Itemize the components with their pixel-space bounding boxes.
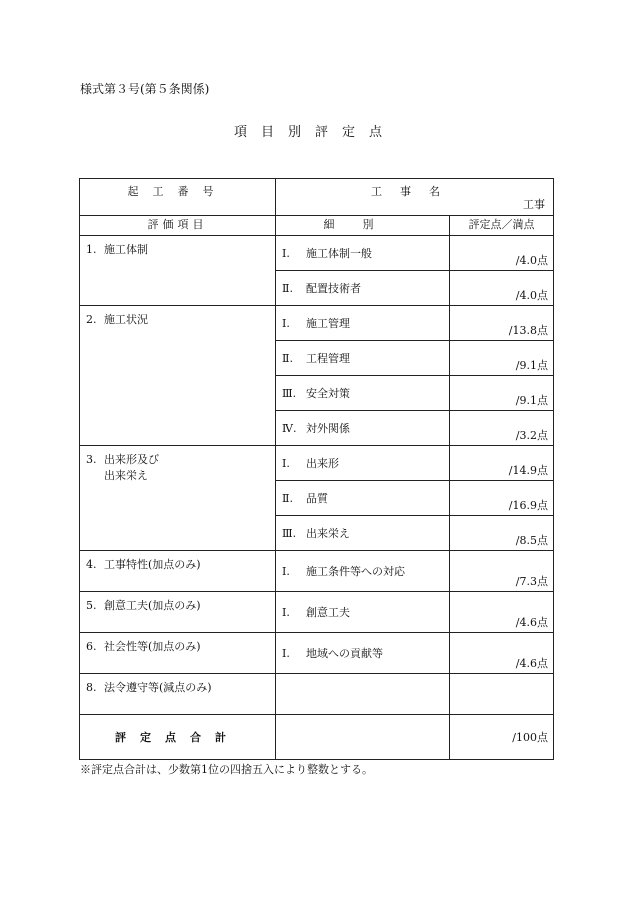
category-number: 4. (86, 558, 97, 571)
score-value: /7.3点 (515, 575, 548, 588)
detail-label: 施工体制一般 (306, 247, 372, 260)
footnote: ※評定点合計は、少数第1位の四捨五入により整数とする。 (80, 763, 373, 776)
detail-cell (276, 481, 450, 516)
saibetsu-header: 細別 (276, 216, 450, 236)
category-cell (80, 551, 276, 592)
table-row (80, 674, 554, 715)
detail-label: 施工管理 (306, 317, 350, 330)
category-cell (80, 446, 276, 551)
detail-label: 配置技術者 (306, 282, 361, 295)
total-score: /100点 (450, 715, 554, 760)
detail-label: 出来形 (306, 457, 339, 470)
detail-cell-empty (276, 674, 450, 715)
score-cell (450, 592, 554, 633)
score-value: /4.6点 (515, 657, 548, 670)
score-cell (450, 341, 554, 376)
detail-cell (276, 446, 450, 481)
document-title: 項目別評定点 (233, 125, 396, 140)
detail-roman: Ⅰ. (282, 247, 290, 260)
table-row (80, 633, 554, 674)
category-label: 施工状況 (104, 313, 148, 326)
score-cell (450, 481, 554, 516)
table-row (80, 551, 554, 592)
total-detail-empty (276, 715, 450, 760)
detail-roman: Ⅲ. (282, 527, 297, 540)
detail-label: 工程管理 (306, 352, 350, 365)
detail-label: 品質 (306, 492, 328, 505)
category-number: 3. (86, 453, 97, 466)
category-number: 1. (86, 243, 97, 256)
score-value: /14.9点 (508, 464, 548, 477)
detail-label: 施工条件等への対応 (306, 565, 405, 578)
detail-roman: Ⅲ. (282, 387, 297, 400)
detail-roman: Ⅳ. (282, 422, 297, 435)
detail-label: 対外関係 (306, 422, 350, 435)
detail-label: 安全対策 (306, 387, 350, 400)
total-label: 評定点合計 (80, 715, 276, 760)
category-label: 法令遵守等(減点のみ) (104, 681, 212, 694)
evaluation-table (79, 178, 554, 760)
detail-cell (276, 411, 450, 446)
score-value: /4.0点 (515, 289, 548, 302)
score-value: /4.6点 (515, 616, 548, 629)
score-value: /9.1点 (515, 394, 548, 407)
form-number-label: 様式第３号(第５条関係) (80, 82, 210, 96)
score-cell (450, 551, 554, 592)
category-number: 8. (86, 681, 97, 694)
category-cell (80, 674, 276, 715)
detail-roman: Ⅱ. (282, 352, 293, 365)
detail-cell (276, 236, 450, 271)
hyoka-komoku-header: 評価項目 (80, 216, 276, 236)
detail-cell (276, 306, 450, 341)
category-cell (80, 236, 276, 306)
category-label: 工事特性(加点のみ) (104, 558, 201, 571)
detail-roman: Ⅰ. (282, 317, 290, 330)
total-row (80, 715, 554, 760)
score-cell (450, 446, 554, 481)
score-value: /16.9点 (508, 499, 548, 512)
detail-cell (276, 516, 450, 551)
detail-cell (276, 551, 450, 592)
score-cell (450, 236, 554, 271)
score-cell (450, 633, 554, 674)
detail-roman: Ⅰ. (282, 565, 290, 578)
category-label: 創意工夫(加点のみ) (104, 599, 201, 612)
score-cell (450, 376, 554, 411)
table-row (80, 592, 554, 633)
score-cell (450, 271, 554, 306)
score-cell (450, 516, 554, 551)
category-number: 5. (86, 599, 97, 612)
detail-roman: Ⅰ. (282, 457, 290, 470)
koji-mei-cell (276, 179, 554, 216)
detail-cell (276, 341, 450, 376)
kiko-bango-header: 起工番号 (80, 179, 276, 216)
score-value: /9.1点 (515, 359, 548, 372)
category-label: 出来形及び (104, 453, 159, 466)
table-row (80, 446, 554, 481)
category-label-line2: 出来栄え (104, 469, 148, 482)
table-row (80, 306, 554, 341)
score-header: 評定点／満点 (450, 216, 554, 236)
score-cell (450, 411, 554, 446)
table-row (80, 236, 554, 271)
score-value: /8.5点 (515, 534, 548, 547)
score-value: /4.0点 (515, 254, 548, 267)
category-cell (80, 306, 276, 446)
detail-cell (276, 592, 450, 633)
header-row-2 (80, 216, 554, 236)
score-value: /3.2点 (515, 429, 548, 442)
score-cell (450, 306, 554, 341)
detail-roman: Ⅱ. (282, 492, 293, 505)
detail-cell (276, 633, 450, 674)
header-row-1 (80, 179, 554, 216)
score-value: /13.8点 (508, 324, 548, 337)
detail-label: 創意工夫 (306, 606, 350, 619)
detail-roman: Ⅰ. (282, 606, 290, 619)
detail-roman: Ⅱ. (282, 282, 293, 295)
detail-label: 出来栄え (306, 527, 350, 540)
detail-cell (276, 271, 450, 306)
category-number: 2. (86, 313, 97, 326)
koji-mei-header: 工事名 (371, 185, 458, 198)
koji-suffix: 工事 (523, 198, 545, 211)
detail-roman: Ⅰ. (282, 647, 290, 660)
category-label: 社会性等(加点のみ) (104, 640, 201, 653)
score-cell-empty (450, 674, 554, 715)
category-cell (80, 592, 276, 633)
category-cell (80, 633, 276, 674)
detail-cell (276, 376, 450, 411)
category-label: 施工体制 (104, 243, 148, 256)
detail-label: 地域への貢献等 (306, 647, 383, 660)
category-number: 6. (86, 640, 97, 653)
